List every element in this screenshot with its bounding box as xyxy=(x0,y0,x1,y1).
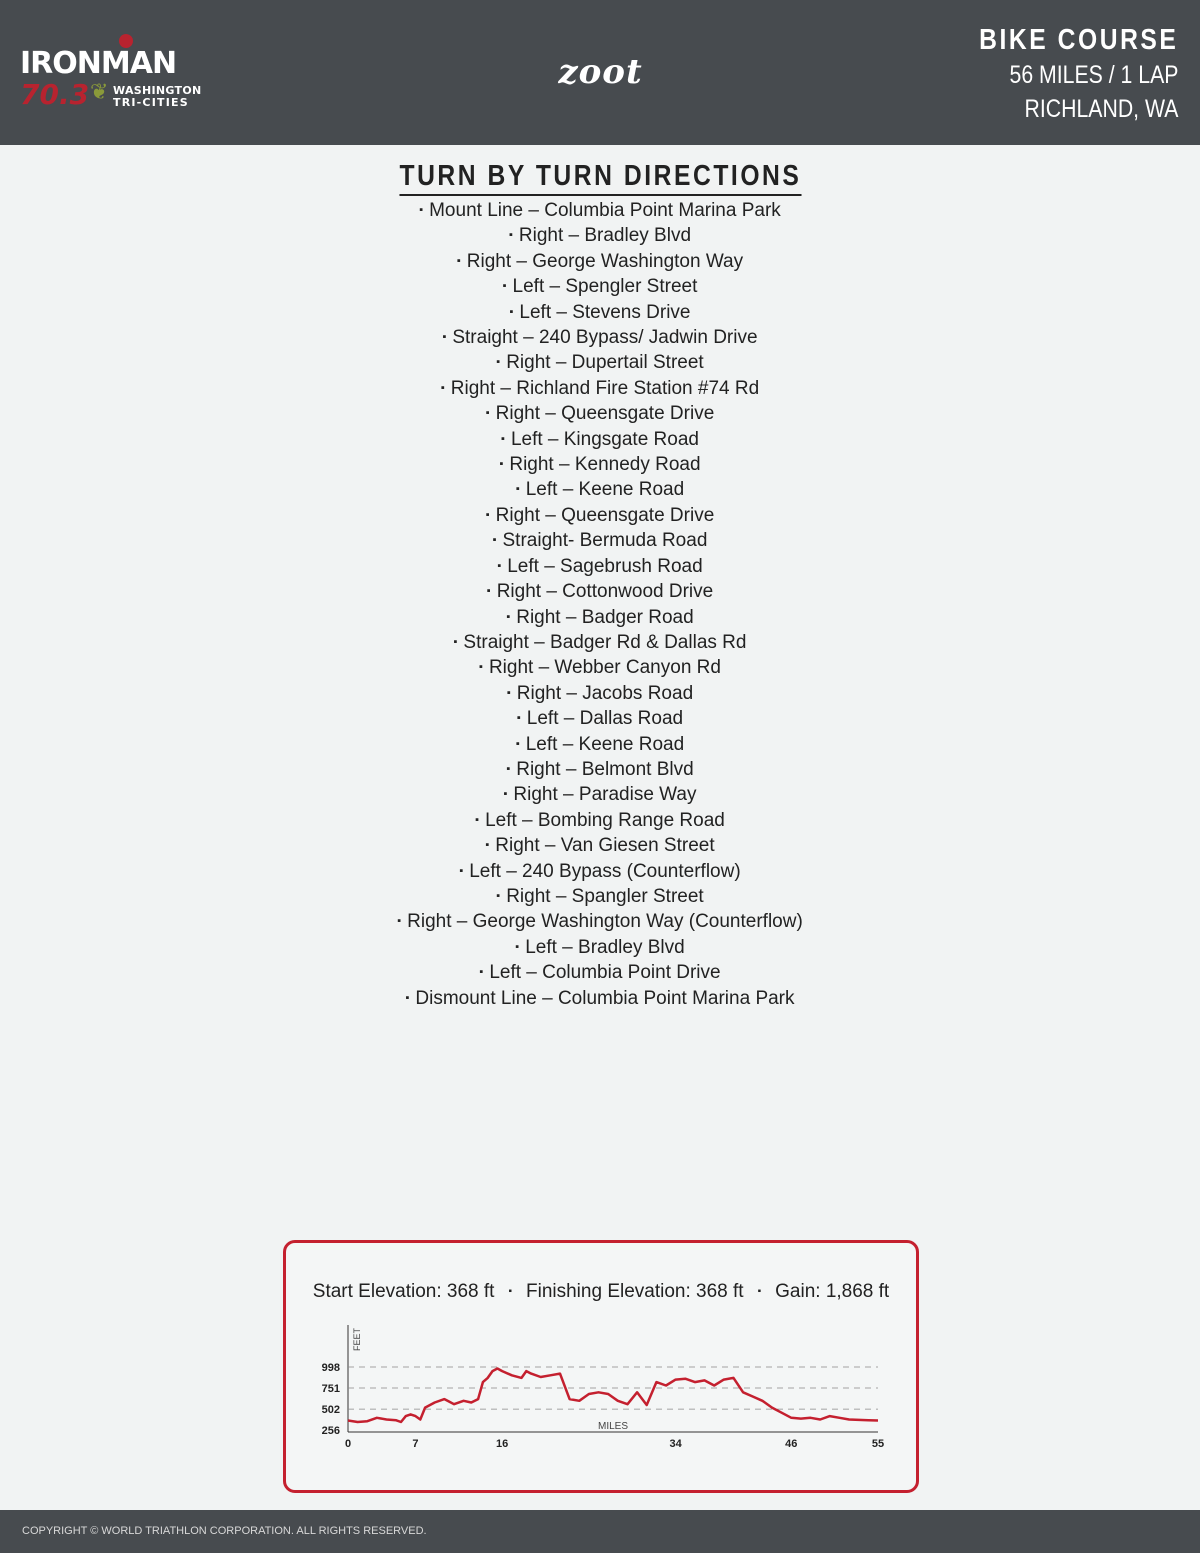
direction-item xyxy=(0,935,1200,960)
direction-text: Straight – 240 Bypass/ Jadwin Drive xyxy=(452,327,758,349)
bullet-icon: ▪ xyxy=(496,356,501,369)
direction-text: Right – Queensgate Drive xyxy=(495,403,715,425)
bullet-icon: ▪ xyxy=(501,432,505,445)
direction-item xyxy=(0,401,1200,426)
direction-text: Right – George Washington Way (Counterflow) xyxy=(407,911,803,933)
bullet-icon: ▪ xyxy=(503,788,508,801)
direction-text: Right – Dupertail Street xyxy=(506,352,704,374)
direction-item xyxy=(0,960,1200,985)
direction-item xyxy=(0,681,1200,706)
direction-item xyxy=(0,249,1200,274)
direction-text: Left – Spengler Street xyxy=(512,276,698,298)
direction-text: Straight – Badger Rd & Dallas Rd xyxy=(463,631,747,653)
x-tick-label: 7 xyxy=(412,1438,419,1450)
direction-item xyxy=(0,223,1200,248)
elevation-line xyxy=(348,1369,878,1423)
bullet-icon: ▪ xyxy=(506,686,511,699)
direction-item xyxy=(0,909,1200,934)
bullet-icon: ▪ xyxy=(497,559,502,572)
stat-separator: ▪ xyxy=(508,1286,512,1297)
direction-text: Right – Van Giesen Street xyxy=(495,835,715,857)
bullet-icon: ▪ xyxy=(459,864,464,877)
direction-item xyxy=(0,605,1200,630)
bullet-icon: ▪ xyxy=(479,661,483,674)
direction-item xyxy=(0,706,1200,731)
sponsor-logo xyxy=(528,52,673,94)
x-axis-label: MILES xyxy=(597,1421,629,1432)
logo-brand: IRONMAN xyxy=(20,46,177,81)
direction-item xyxy=(0,833,1200,858)
x-tick-label: 16 xyxy=(496,1438,509,1450)
direction-item xyxy=(0,782,1200,807)
direction-item xyxy=(0,579,1200,604)
direction-text: Left – Dallas Road xyxy=(526,708,684,730)
bullet-icon: ▪ xyxy=(485,839,490,852)
x-tick-label: 46 xyxy=(785,1438,798,1450)
direction-text: Left – Kingsgate Road xyxy=(510,428,699,450)
course-distance: 56 MILES / 1 LAP xyxy=(1009,61,1178,89)
direction-text: Right – Jacobs Road xyxy=(516,682,694,704)
bullet-icon: ▪ xyxy=(509,305,514,318)
logo-location-line2: TRI-CITIES xyxy=(113,96,189,109)
x-tick-label: 0 xyxy=(344,1438,352,1450)
y-axis-label: FEET xyxy=(352,1327,362,1351)
direction-text: Left – Bombing Range Road xyxy=(485,809,725,831)
bullet-icon: ▪ xyxy=(499,458,504,471)
finish-elevation: Finishing Elevation: 368 ft xyxy=(526,1281,744,1302)
direction-text: Left – 240 Bypass (Counterflow) xyxy=(469,860,741,882)
direction-text: Left – Keene Road xyxy=(525,733,685,755)
direction-item xyxy=(0,325,1200,350)
direction-item xyxy=(0,427,1200,452)
grapes-icon: ❦ xyxy=(90,80,109,105)
elevation-stats xyxy=(286,1281,916,1303)
direction-item xyxy=(0,503,1200,528)
bullet-icon: ▪ xyxy=(485,407,490,420)
direction-text: Right – Webber Canyon Rd xyxy=(488,657,721,679)
direction-item xyxy=(0,477,1200,502)
bullet-icon: ▪ xyxy=(453,635,458,648)
direction-text: Right – Belmont Blvd xyxy=(516,758,694,780)
direction-text: Right – Bradley Blvd xyxy=(518,225,692,247)
elevation-chart xyxy=(286,1323,916,1453)
bullet-icon: ▪ xyxy=(456,254,461,267)
bullet-icon: ▪ xyxy=(496,889,501,902)
direction-text: Right – Kennedy Road xyxy=(509,454,701,476)
direction-item xyxy=(0,859,1200,884)
direction-item xyxy=(0,732,1200,757)
bullet-icon: ▪ xyxy=(492,534,497,547)
direction-text: Left – Sagebrush Road xyxy=(507,555,703,577)
direction-text: Left – Stevens Drive xyxy=(519,301,691,323)
direction-text: Right – George Washington Way xyxy=(466,250,744,272)
direction-item xyxy=(0,757,1200,782)
footer-bar xyxy=(0,1510,1200,1553)
bullet-icon: ▪ xyxy=(486,585,491,598)
bullet-icon: ▪ xyxy=(440,381,445,394)
bullet-icon: ▪ xyxy=(405,991,410,1004)
copyright-text: COPYRIGHT © WORLD TRIATHLON CORPORATION. ALL RIGHTS RESERVED. xyxy=(22,1525,427,1537)
ironman-logo xyxy=(20,34,200,110)
bullet-icon: ▪ xyxy=(515,483,520,496)
direction-item xyxy=(0,808,1200,833)
bullet-icon: ▪ xyxy=(419,204,424,216)
direction-item xyxy=(0,376,1200,401)
x-tick-label: 34 xyxy=(669,1438,682,1450)
bullet-icon: ▪ xyxy=(397,915,402,928)
direction-text: Right – Spangler Street xyxy=(506,885,704,907)
x-tick-label: 55 xyxy=(871,1438,885,1450)
direction-item xyxy=(0,452,1200,477)
direction-item xyxy=(0,655,1200,680)
elevation-panel xyxy=(283,1240,919,1493)
start-elevation: Start Elevation: 368 ft xyxy=(312,1281,495,1302)
direction-item xyxy=(0,554,1200,579)
y-tick-label: 502 xyxy=(321,1404,340,1417)
bullet-icon: ▪ xyxy=(506,610,511,623)
bullet-icon: ▪ xyxy=(485,508,490,521)
direction-text: Left – Keene Road xyxy=(525,479,685,501)
direction-item xyxy=(0,300,1200,325)
directions-title xyxy=(0,160,1200,196)
bullet-icon: ▪ xyxy=(516,712,521,725)
logo-number: 70.3 xyxy=(20,78,90,111)
direction-text: Right – Paradise Way xyxy=(513,784,697,806)
direction-text: Right – Queensgate Drive xyxy=(495,504,715,526)
logo-location-line1: WASHINGTON xyxy=(113,84,202,97)
bullet-icon: ▪ xyxy=(515,940,520,953)
direction-text: Right – Badger Road xyxy=(516,606,694,628)
course-title: BIKE COURSE xyxy=(978,24,1178,56)
header-bar xyxy=(0,0,1200,145)
bullet-icon: ▪ xyxy=(508,229,513,242)
bullet-icon: ▪ xyxy=(475,813,480,826)
direction-text: Left – Bradley Blvd xyxy=(525,936,685,958)
bullet-icon: ▪ xyxy=(506,762,511,775)
bullet-icon: ▪ xyxy=(442,331,447,344)
direction-item xyxy=(0,986,1200,1011)
direction-text: Mount Line – Columbia Point Marina Park xyxy=(429,200,781,221)
y-tick-label: 751 xyxy=(321,1382,340,1395)
direction-item xyxy=(0,884,1200,909)
stat-separator: ▪ xyxy=(757,1286,762,1297)
direction-item xyxy=(0,528,1200,553)
sponsor-name: zoot xyxy=(558,52,643,92)
direction-text: Dismount Line – Columbia Point Marina Park xyxy=(415,987,795,1009)
direction-item xyxy=(0,198,1200,223)
direction-text: Straight- Bermuda Road xyxy=(502,530,708,552)
direction-item xyxy=(0,350,1200,375)
bullet-icon: ▪ xyxy=(502,280,507,293)
course-info xyxy=(944,22,1178,126)
directions-list xyxy=(0,198,1200,1011)
direction-text: Right – Richland Fire Station #74 Rd xyxy=(450,377,760,399)
direction-item xyxy=(0,274,1200,299)
y-tick-label: 998 xyxy=(321,1362,340,1374)
direction-text: Right – Cottonwood Drive xyxy=(496,581,714,603)
bullet-icon: ▪ xyxy=(515,737,520,750)
direction-text: Left – Columbia Point Drive xyxy=(489,962,721,984)
y-tick-label: 256 xyxy=(321,1425,340,1437)
course-location: RICHLAND, WA xyxy=(1024,95,1178,123)
direction-item xyxy=(0,630,1200,655)
bullet-icon: ▪ xyxy=(479,966,484,979)
elevation-gain: Gain: 1,868 ft xyxy=(775,1281,890,1302)
directions-title-text: TURN BY TURN DIRECTIONS xyxy=(399,160,801,196)
